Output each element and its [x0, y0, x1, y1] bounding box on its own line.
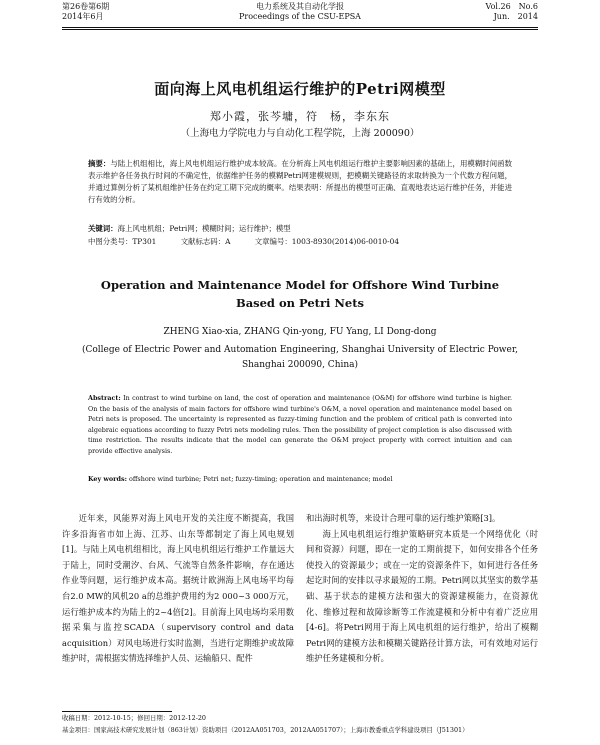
document-code: 文献标志码：A [180, 237, 231, 246]
keywords-en-label: Key words: [88, 475, 127, 483]
keywords-en [88, 474, 512, 485]
journal-month-year: Jun. 2014 [493, 12, 538, 21]
classification-line [88, 236, 512, 248]
keywords-cn-label: 关键词： [88, 224, 118, 233]
abstract-en-text: In contrast to wind turbine on land, the cost of operation and maintenance (O&M) for offshore wind turbine is higher. On the basis of the analysis of main factors for offshore wind turbine's O&M, a novel operation and maintenance model based on Petri nets is proposed. The uncertainty is represented as fuzzy-timing function and the problem of critical path is converted into algebraic equations according to fuzzy Petri nets modeling rules. Then the possibility of project completion is also discussed with time restriction. The results indicate that the model can generate the O&M project properly with correct intuition and can provide effective analysis. [88, 394, 512, 455]
title-cn: 面向海上风电机组运行维护的Petri网模型 [154, 80, 446, 98]
keywords-en-text: offshore wind turbine; Petri net; fuzzy-timing; operation and maintenance; model [129, 475, 393, 483]
journal-name-cn: 电力系统及其自动化学报 [256, 2, 344, 11]
journal-name-en: Proceedings of the CSU-EPSA [239, 12, 361, 21]
footnote-dates: 收稿日期：2012-10-15；修回日期：2012-12-20 [62, 714, 206, 722]
title-en-line1: Operation and Maintenance Model for Offshore Wind Turbine [100, 278, 500, 292]
body-column-right [306, 511, 538, 667]
abstract-en [88, 393, 512, 457]
clc-number: 中图分类号：TP301 [88, 237, 157, 246]
header-right [486, 2, 538, 22]
header-rule-bottom [62, 29, 538, 30]
header-rule-top [62, 27, 538, 28]
article-id: 文章编号：1003-8930(2014)06-0010-04 [254, 237, 400, 246]
body-column-left [62, 511, 294, 667]
header-center [62, 2, 538, 22]
abstract-cn-text: 与陆上机组相比，海上风电机组运行维护成本较高。在分析海上风电机组运行维护主要影响因素的基础上，用模糊时间函数表示维护各任务执行时间的不确定性，依据维护任务的模糊Petri网建模规则，把模糊关键路径的求取转换为一个代数方程问题，并通过算例分析了某机组维护任务在约定工期下完成的概率。结果表明：所提出的模型可正确、直观地表达运行维护任务，并能进行有效的分析。 [88, 159, 512, 204]
journal-volume-issue: 第26卷第6期 [62, 2, 110, 11]
journal-date: 2014年6月 [62, 12, 104, 21]
footnote-rule [62, 711, 172, 712]
abstract-cn-label: 摘要： [88, 159, 111, 168]
authors-cn: 郑小霞，张芩墉，符 杨，李东东 [210, 110, 390, 123]
affiliation-en-line1: (College of Electric Power and Automation Engineering, Shanghai University of Electric Power, [81, 345, 519, 355]
running-header [62, 0, 538, 26]
affiliation-en-line2: Shanghai 200090, China) [241, 360, 359, 370]
abstract-cn [88, 158, 512, 206]
body-paragraph: 和出海时机等，来设计合理可靠的运行维护策略[3]。 [306, 513, 501, 523]
body-paragraph: 海上风电机组运行维护策略研究本质是一个网络优化（时间和资源）问题，即在一定的工期前提下，如何安排各个任务使投入的资源最少；或在一定的资源条件下，如何进行各任务起讫时间的安排以寻求最短的工期。Petri网以其坚实的数学基础、基于状态的建模方法和强大的资源建模能力，在资源优化、维修过程和故障诊断等工作流建模和分析中有着广泛应用[4-6]。将Petri网用于海上风电机组的运行维护，给出了模糊Petri网的建模方法和模糊关键路径计算方法，可有效地对运行维护任务建模和分析。 [306, 528, 538, 664]
affiliation-cn: （上海电力学院电力与自动化工程学院，上海 200090） [180, 128, 420, 139]
body-paragraph: 近年来，风能界对海上风电开发的关注度不断提高，我国许多沿海省市如上海、江苏、山东等都制定了海上风电规划[1]。与陆上风电机组相比，海上风电机组运行维护工作量远大于陆上，同时受潮汐、台风、气流等自然条件影响，存在通达作业等问题，运行维护成本高。据统计欧洲海上风电场平均每台2.0 MW的风机20 a的总维护费用约为2 000~3 000万元，运行维护成本约为陆上的2~4倍[2]。目前海上风电场均采用数据采集与监控SCADA（supervisory control and data acquisition）对风电场进行实时监测，当进行定期维护或故障维护时，需根据实情选择维护人员、运输船只、配件 [62, 513, 294, 664]
abstract-en-label: Abstract: [88, 394, 121, 402]
keywords-cn [88, 223, 512, 235]
title-en [62, 276, 538, 312]
journal-vol-no: Vol.26 No.6 [485, 2, 538, 11]
affiliation-en [62, 343, 538, 373]
title-en-line2: Based on Petri Nets [235, 296, 365, 310]
keywords-cn-text: 海上风电机组；Petri网；模糊时间；运行维护；模型 [117, 224, 291, 233]
footnote-fund: 基金项目：国家高技术研究发展计划（863计划）资助项目（2012AA051703，2012AA051707）；上海市教委重点学科建设项目（J51301） [62, 726, 469, 734]
authors-en: ZHENG Xiao-xia, ZHANG Qin-yong, FU Yang, LI Dong-dong [163, 327, 437, 337]
